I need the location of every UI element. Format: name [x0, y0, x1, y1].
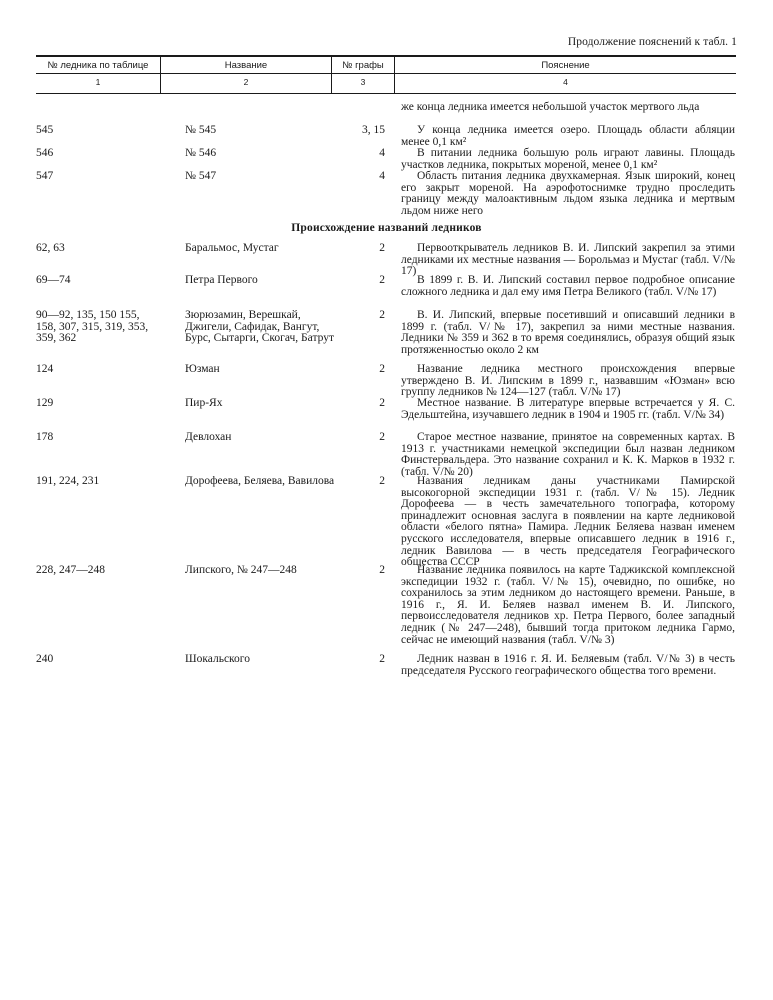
column-number: 4 [395, 73, 736, 90]
glacier-number-cell: 228, 247—248 [36, 564, 105, 576]
glacier-name-cell: № 546 [185, 147, 217, 159]
glacier-name-cell: Пир-Ях [185, 397, 223, 409]
graph-number-cell: 2 [379, 363, 385, 375]
graph-number-cell: 2 [379, 475, 385, 487]
explanation-cell: же конца ледника имеется небольшой участок мертвого льда [401, 101, 700, 113]
explanation-cell: Ледник назван в 1916 г. Я. И. Беляевым (табл. V/№ 3) в честь председателя Русского географического общества того времени. [401, 653, 735, 677]
section-heading: Происхождение названий ледников [291, 222, 482, 234]
glacier-name-cell: Девлохан [185, 431, 232, 443]
glacier-number-cell: 191, 224, 231 [36, 475, 100, 487]
column-header-graph-number [332, 57, 394, 93]
explanation-cell: Область питания ледника двухкамерная. Язык широкий, конец его закрыт мореной. На аэрофотоснимке трудно проследить границу между малоактивным льдом языка ледника и мертвым льдом ниже него [401, 170, 735, 217]
glacier-number-cell: 62, 63 [36, 242, 65, 254]
graph-number-cell: 2 [379, 564, 385, 576]
glacier-name-cell: Шокальского [185, 653, 250, 665]
graph-number-cell: 3, 15 [362, 124, 385, 136]
explanation-cell: Первооткрыватель ледников В. И. Липский закрепил за этими ледниками их местные названия — Борольмаз и Мустаг (табл. V/№ 17) [401, 242, 735, 278]
column-number: 1 [36, 73, 160, 90]
graph-number-cell: 4 [379, 170, 385, 182]
column-header-name [161, 57, 331, 93]
explanation-cell: Название ледника местного происхождения впервые утверждено В. И. Липским в 1899 г., назвавшим «Юзман» всю группу ледников № 124—127 (табл. V/№ 17) [401, 363, 735, 399]
explanation-cell: В. И. Липский, впервые посетивший и описавший ледники в 1899 г. (табл. V/№ 17), закрепил за ними местные названия. Ледники № 359 и 362 в то время соединялись, образуя общий язык протяженностью около 2 км [401, 309, 735, 356]
explanation-cell: В 1899 г. В. И. Липский составил первое подробное описание сложного ледника и дал ему имя Петра Великого (табл. V/№ 17) [401, 274, 735, 298]
column-label: Пояснение [541, 60, 590, 71]
glacier-number-cell: 69—74 [36, 274, 71, 286]
glacier-name-cell: Юзман [185, 363, 220, 375]
graph-number-cell: 2 [379, 431, 385, 443]
column-header-glacier-number [36, 57, 160, 93]
column-number: 2 [161, 73, 331, 90]
explanation-cell: В питании ледника большую роль играют лавины. Площадь участков ледника, покрытых мореной, менее 0,1 км² [401, 147, 735, 171]
graph-number-cell: 2 [379, 242, 385, 254]
glacier-name-cell: № 545 [185, 124, 217, 136]
graph-number-cell: 2 [379, 274, 385, 286]
glacier-number-cell: 90—92, 135, 150 155, 158, 307, 315, 319, 353, 359, 362 [36, 309, 149, 345]
graph-number-cell: 2 [379, 309, 385, 321]
glacier-name-cell: № 547 [185, 170, 217, 182]
glacier-number-cell: 547 [36, 170, 54, 182]
column-label: Название [224, 60, 268, 71]
explanation-cell: Название ледника появилось на карте Таджикской комплексной экспедиции 1932 г. (табл. V/№ 15), очевидно, по ошибке, но сохранилось за этим ледником до настоящего времени. Раньше, в 1916 г., Я. И. Беляев назвал именем В. И. Липского, первоисследователя ледников хр. Петра Первого, более западный ледник (№ 247—248), бывший тогда притоком ледника Гармо, сейчас не имеющий названия (табл. V/№ 3) [401, 564, 735, 646]
explanation-cell: Старое местное название, принятое на современных картах. В 1913 г. участниками немецкой экспедиции был назван ледником Финстервальдера. Это название сохранил и К. К. Марков в 1932 г. (табл. V/№ 20) [401, 431, 735, 478]
glacier-number-cell: 124 [36, 363, 54, 375]
graph-number-cell: 4 [379, 147, 385, 159]
table-header [36, 55, 736, 94]
glacier-number-cell: 546 [36, 147, 54, 159]
glacier-number-cell: 240 [36, 653, 54, 665]
explanation-cell: У конца ледника имеется озеро. Площадь области абляции менее 0,1 км² [401, 124, 735, 148]
page-title: Продолжение пояснений к табл. 1 [567, 36, 737, 48]
explanation-cell: Названия ледникам даны участниками Памирской высокогорной экспедиции 1931 г. (табл. V/№ 15). Ледник Дорофеева — в честь замечательного топографа, которому принадлежит основная заслуга в появлении на карте ледниковой области «белого пятна» Памира. Ледник Беляева назван именем русского исследователя, впервые описавшего ледник в 1916 г., ледник Вавилова — в честь председателя Географического общества СССР [401, 475, 735, 569]
glacier-name-cell: Баральмос, Мустаг [185, 242, 279, 254]
graph-number-cell: 2 [379, 397, 385, 409]
column-header-explanation [395, 57, 736, 93]
glacier-name-cell: Петра Первого [185, 274, 258, 286]
glacier-number-cell: 129 [36, 397, 54, 409]
column-label: № графы [342, 60, 384, 71]
glacier-name-cell: Дорофеева, Беляева, Вавилова [185, 475, 335, 487]
glacier-number-cell: 545 [36, 124, 54, 136]
column-label: № ледника по таблице [47, 60, 149, 71]
glacier-name-cell: Зюрюзамин, Верешкай, Джигели, Сафидак, Вангут, Бурс, Сытарги, Скогач, Батрут [185, 309, 334, 345]
graph-number-cell: 2 [379, 653, 385, 665]
glacier-name-cell: Липского, № 247—248 [185, 564, 297, 576]
explanation-cell: Местное название. В литературе впервые встречается у Я. С. Эдельштейна, изучавшего ледник в 1904 и 1905 гг. (табл. V/№ 34) [401, 397, 735, 421]
glacier-number-cell: 178 [36, 431, 54, 443]
column-number: 3 [332, 73, 394, 90]
